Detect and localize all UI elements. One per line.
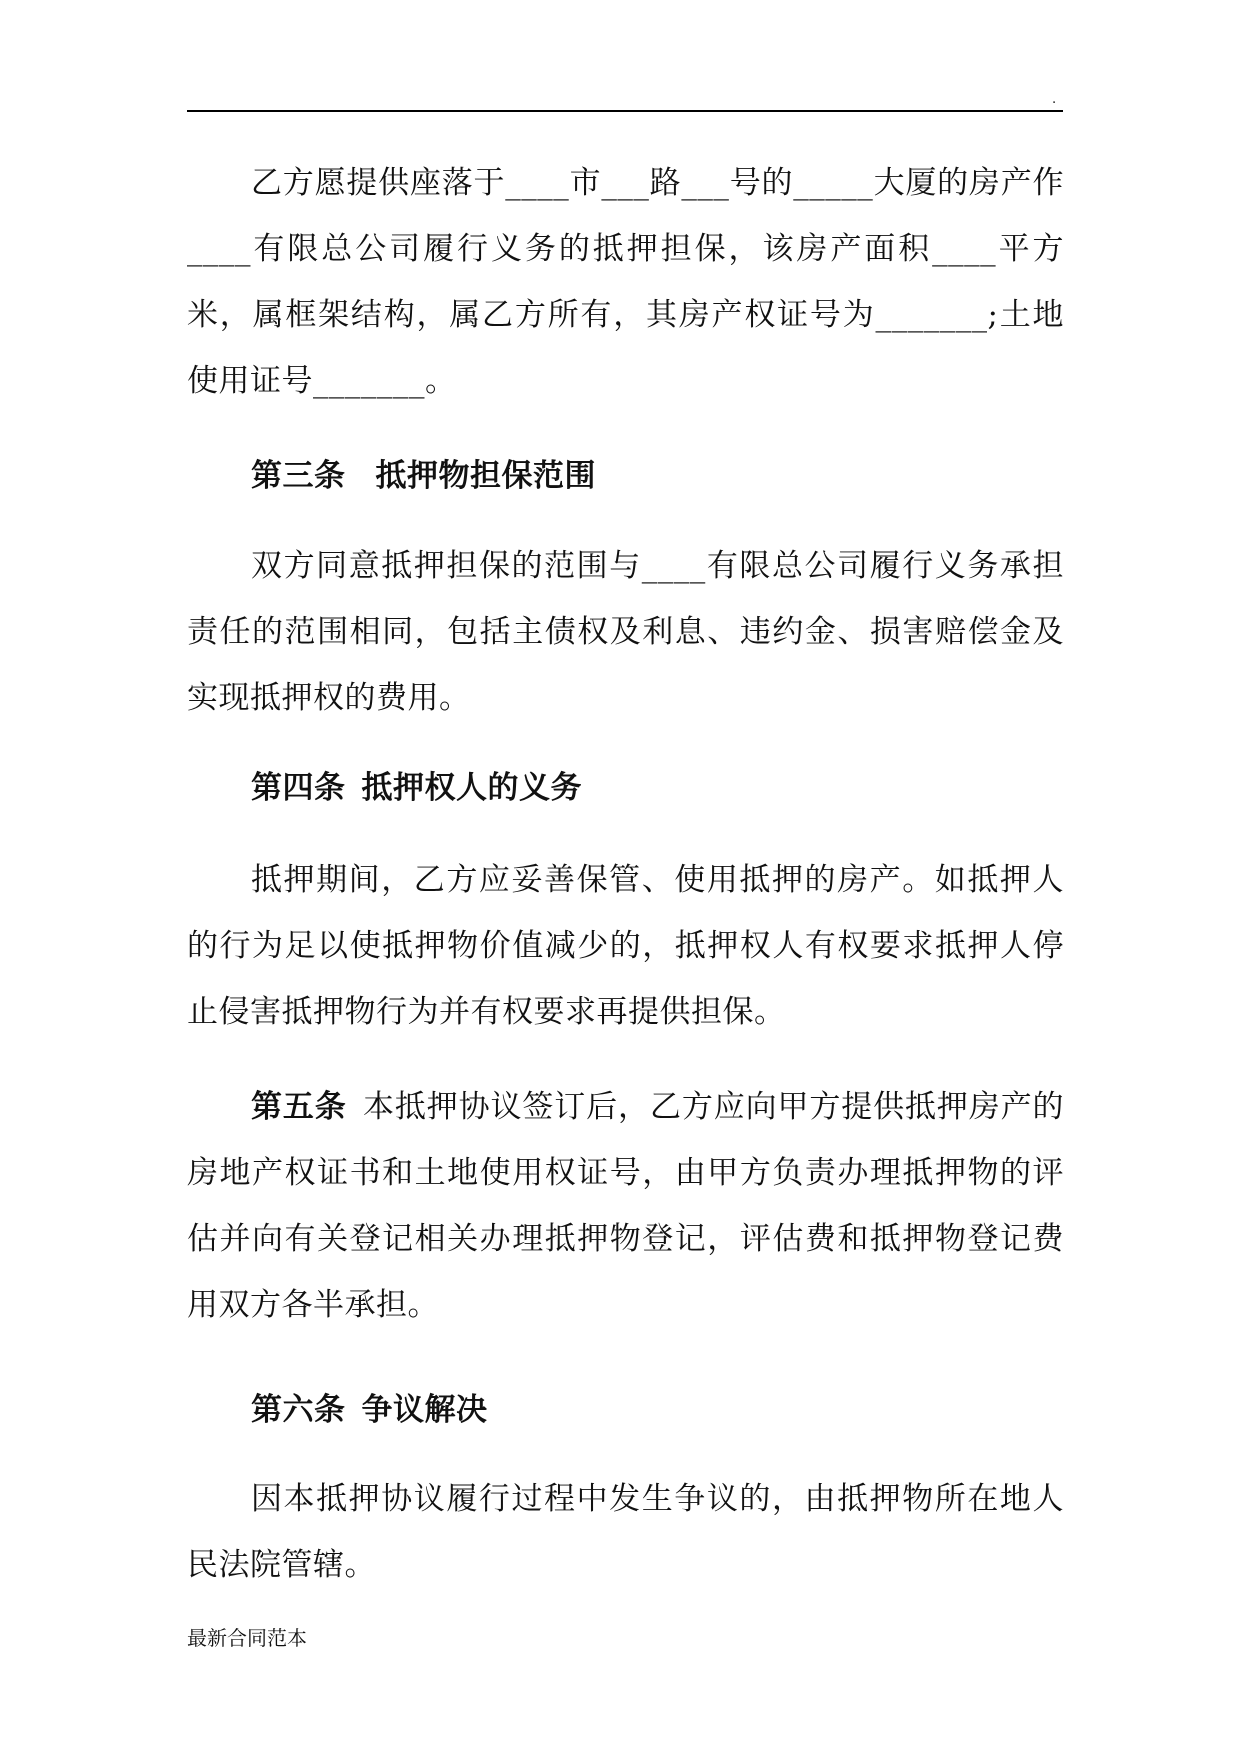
clause-5-paragraph — [187, 1074, 1064, 1338]
clause-4-body: 抵押期间，乙方应妥善保管、使用抵押的房产。如抵押人的行为足以使抵押物价值减少的，抵押权人有权要求抵押人停止侵害抵押物行为并有权要求再提供担保。 — [187, 862, 1064, 1030]
clause-4-heading — [251, 768, 582, 808]
clause-6-number: 第六条 — [251, 1392, 346, 1428]
clause-3-body: 双方同意抵押担保的范围与____有限总公司履行义务承担责任的范围相同，包括主债权及利息、违约金、损害赔偿金及实现抵押权的费用。 — [187, 548, 1064, 716]
clause-6-title: 争议解决 — [361, 1392, 488, 1428]
clause-5-number: 第五条 — [251, 1089, 347, 1125]
clause-5-body: 本抵押协议签订后，乙方应向甲方提供抵押房产的房地产权证书和土地使用权证号，由甲方负责办理抵押物的评估并向有关登记相关办理抵押物登记，评估费和抵押物登记费用双方各半承担。 — [187, 1089, 1064, 1323]
clause-4-title: 抵押权人的义务 — [361, 770, 582, 806]
clause-3-title: 抵押物担保范围 — [375, 458, 596, 494]
clause-3-number: 第三条 — [251, 458, 346, 494]
clause-2-body: 乙方愿提供座落于____市___路___号的_____大厦的房产作____有限总公司履行义务的抵押担保，该房产面积____平方米，属框架结构，属乙方所有，其房产权证号为_______;土地使用证号_______。 — [187, 165, 1064, 399]
footer-text: 最新合同范本 — [187, 1626, 307, 1650]
clause-6-heading — [251, 1390, 488, 1430]
clause-6-body: 因本抵押协议履行过程中发生争议的，由抵押物所在地人民法院管辖。 — [187, 1481, 1064, 1583]
header-mark: . — [1052, 92, 1057, 107]
clause-4-number: 第四条 — [251, 770, 346, 806]
header-rule — [187, 110, 1063, 112]
clause-3-heading — [251, 456, 596, 496]
